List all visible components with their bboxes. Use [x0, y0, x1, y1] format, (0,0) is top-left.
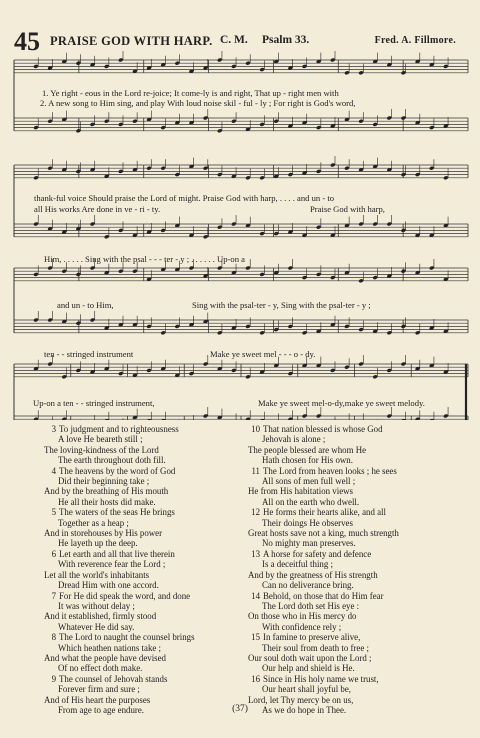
verse-line: Dread Him with one accord.	[58, 580, 159, 591]
verse-line: On those who in His mercy do	[248, 611, 357, 622]
verse-15	[248, 632, 458, 674]
verse-line: 4 The heavens by the word of God	[44, 466, 244, 476]
verse-14	[248, 591, 458, 633]
verse-line: Our soul doth wait upon the Lord ;	[248, 652, 372, 663]
verse-line: Is a deceitful thing ;	[262, 559, 333, 570]
verse-line: The loving-kindness of the Lord	[44, 444, 159, 455]
verse-number: 14	[251, 590, 260, 601]
verse-8	[44, 632, 244, 674]
verse-line: 7 For He did speak the word, and done	[44, 591, 244, 601]
lyric-line-verse-1: 1. Ye right - eous in the Lord re-joice; It come-ly is and right, That up - right men with	[42, 88, 339, 98]
verse-13	[248, 549, 458, 591]
verse-12	[248, 507, 458, 549]
verse-line: Whatever He did say.	[58, 621, 135, 632]
hymn-composer: Fred. A. Fillmore.	[374, 35, 456, 46]
verse-6	[44, 549, 244, 591]
verses-right-column	[248, 424, 458, 715]
verse-line: And by the greatness of His strength	[248, 569, 378, 580]
verse-line: 10 That nation blessed is whose God	[248, 424, 458, 434]
verse-number: 9	[51, 673, 56, 684]
verse-7	[44, 591, 244, 633]
lyric-line-7: ten - - stringed instrument	[44, 349, 134, 359]
lyric-line-7b: Make ye sweet mel - - - o - dy.	[210, 349, 316, 359]
verse-line: Great hosts save not a king, much strength	[248, 528, 399, 539]
verse-line: 6 Let earth and all that live therein	[44, 549, 244, 559]
verse-line: All sons of men full well ;	[262, 476, 356, 487]
hymn-title: PRAISE GOD WITH HARP.	[50, 34, 213, 48]
lyric-line-8: Up-on a ten - - stringed instrument,	[33, 398, 155, 408]
verse-line: Forever firm and sure ;	[58, 684, 140, 695]
verse-line: Jehovah is alone ;	[262, 434, 326, 445]
verse-line: He layeth up the deep.	[58, 538, 138, 549]
verse-line: With confidence rely ;	[262, 621, 342, 632]
verse-number: 4	[51, 465, 56, 476]
verse-line: All on the earth who dwell.	[262, 496, 360, 507]
verse-line: The people blessed are whom He	[248, 444, 367, 455]
verse-line: 13 A horse for safety and defence	[248, 549, 458, 559]
verse-11	[248, 466, 458, 508]
verse-line: Lord, let Thy mercy be on us,	[248, 694, 354, 705]
verse-line: The earth throughout doth fill.	[58, 455, 166, 466]
verse-line: Together as a heap ;	[58, 517, 129, 528]
verse-number: 6	[51, 548, 56, 559]
verse-number: 11	[251, 465, 260, 476]
verse-line: 14 Behold, on those that do Him fear	[248, 591, 458, 601]
verse-number: 13	[251, 548, 260, 559]
verse-line: Let all the world's inhabitants	[44, 569, 150, 580]
verse-line: 11 The Lord from heaven looks ; he sees	[248, 466, 458, 476]
verse-line: He from His habitation views	[248, 486, 354, 497]
hymn-meter: C. M.	[220, 34, 248, 46]
lyric-line-4b: Praise God with harp,	[310, 204, 385, 214]
verse-10	[248, 424, 458, 466]
lyric-line-5: Him, . . . . . Sing with the psal - - - ter - y ; . . . . . . Up-on a	[44, 254, 245, 264]
verse-number: 10	[251, 424, 260, 434]
verse-line: A love He beareth still ;	[58, 434, 143, 445]
verse-line: Their soul from death to free ;	[262, 642, 369, 653]
verse-line: The Lord doth set His eye :	[262, 600, 360, 611]
hymn-number: 45	[14, 27, 40, 56]
verse-number: 3	[51, 424, 56, 434]
page-number: (37)	[232, 704, 248, 714]
verse-line: Of no effect doth make.	[58, 663, 143, 674]
verse-number: 16	[251, 673, 260, 684]
verse-line: And what the people have devised	[44, 652, 166, 663]
verse-line: He all their hosts did make.	[58, 496, 156, 507]
verse-line: No mighty man preserves.	[262, 538, 356, 549]
verse-number: 15	[251, 632, 260, 643]
lyric-line-6: and un - to Him,	[57, 300, 114, 310]
lyric-line-8b: Make ye sweet mel-o-dy,make ye sweet melody.	[258, 398, 425, 408]
verse-line: 12 He forms their hearts alike, and all	[248, 507, 458, 517]
verse-line: And by the breathing of His mouth	[44, 486, 169, 497]
hymn-tune: Psalm 33.	[262, 34, 310, 46]
verse-number: 7	[51, 590, 56, 601]
verse-line: And in storehouses by His power	[44, 528, 163, 539]
verse-line: And of His heart the purposes	[44, 694, 151, 705]
verse-line: Which heathen nations take ;	[58, 642, 162, 653]
verse-number: 5	[51, 507, 56, 518]
verse-line: 9 The counsel of Jehovah stands	[44, 674, 244, 684]
verse-line: With reverence fear the Lord ;	[58, 559, 166, 570]
verse-line: Can no deliverance bring.	[262, 580, 354, 591]
verse-4	[44, 466, 244, 508]
verse-line: 16 Since in His holy name we trust,	[248, 674, 458, 684]
verse-line: Our help and shield is He.	[262, 663, 355, 674]
verse-line: 8 The Lord to naught the counsel brings	[44, 632, 244, 642]
verse-3	[44, 424, 244, 466]
lyric-line-3: thank-ful voice Should praise the Lord of might. Praise God with harp, . . . . and un - to	[34, 193, 335, 203]
lyric-line-6b: Sing with the psal-ter - y, Sing with the psal-ter - y ;	[192, 300, 371, 310]
verse-line: 5 The waters of the seas He brings	[44, 507, 244, 517]
verse-line: And it established, firmly stood	[44, 611, 157, 622]
lyric-line-verse-2: 2. A new song to Him sing, and play With loud noise skil - ful - ly ; For right is God's word,	[40, 98, 356, 108]
verse-line: Their doings He observes	[262, 517, 353, 528]
verse-number: 12	[251, 507, 260, 518]
verse-line: Did their beginning take ;	[58, 476, 150, 487]
verse-line: Our heart shall joyful be,	[262, 684, 351, 695]
lyric-line-4: all His works Are done in ve - ri - ty.	[34, 204, 161, 214]
verses-left-column	[44, 424, 244, 715]
verse-line: From age to age endure.	[58, 704, 145, 715]
verse-line: As we do hope in Thee.	[262, 704, 347, 715]
verse-line: 15 In famine to preserve alive,	[248, 632, 458, 642]
verse-line: 3 To judgment and to righteousness	[44, 424, 244, 434]
verse-number: 8	[51, 632, 56, 643]
verse-line: It was without delay ;	[58, 600, 135, 611]
verse-5	[44, 507, 244, 549]
verse-line: Hath chosen for His own.	[262, 455, 353, 466]
